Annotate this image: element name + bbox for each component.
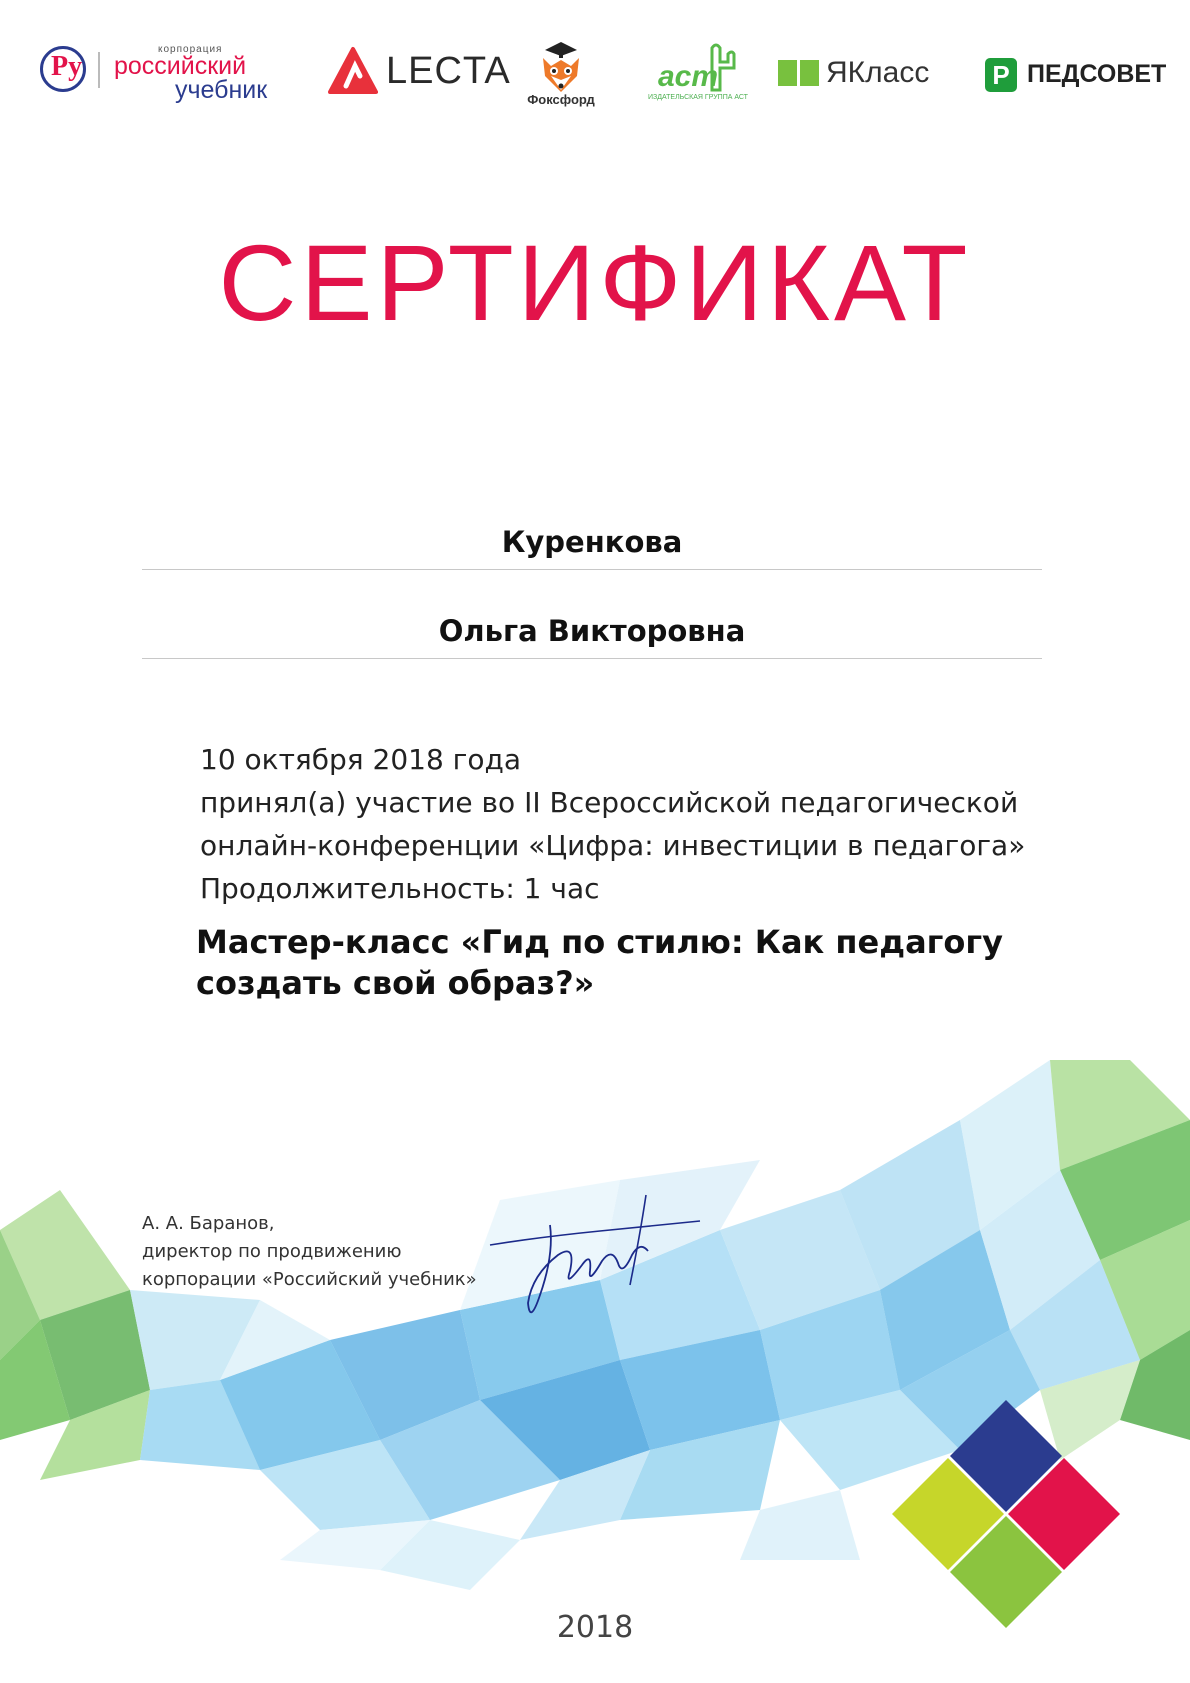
ast-cactus-icon (648, 40, 748, 94)
signatory-position: директор по продвижению (142, 1241, 402, 1262)
colored-diamonds (880, 1400, 1140, 1640)
recipient-surname: Куренкова (142, 525, 1042, 570)
ru-logo-caption: корпорация (158, 44, 223, 55)
certificate-title: СЕРТИФИКАТ (218, 222, 972, 343)
ru-logo-line2: учебник (175, 76, 268, 104)
pedsovet-wordmark: ПЕДСОВЕТ (1027, 60, 1167, 88)
event-date: 10 октября 2018 года (200, 743, 522, 776)
logo-russian-textbook (40, 44, 290, 104)
conference-line: онлайн-конференции «Цифра: инвестиции в педагога» (200, 829, 1026, 862)
participation-line: принял(а) участие во II Всероссийской педагогической (200, 786, 1019, 819)
signatory-name: А. А. Баранов, (142, 1213, 275, 1234)
ast-mark-text: аст (658, 60, 719, 93)
ru-logo-line1: российский (114, 52, 247, 80)
ru-logo-icon (40, 46, 86, 92)
book-icon (778, 60, 820, 86)
master-class-title (196, 922, 1096, 1004)
logo-divider (98, 52, 100, 88)
ru-logo-mark: Ру (51, 51, 83, 82)
year-text: 2018 (556, 1610, 634, 1645)
logo-lecta (328, 46, 511, 98)
pedsovet-mark-icon: P (985, 58, 1017, 92)
signatory-block (142, 1210, 477, 1294)
logo-ast (648, 40, 748, 110)
lecta-wordmark: LECTA (386, 50, 511, 92)
master-class-line1: Мастер-класс «Гид по стилю: Как педагогу (196, 923, 1003, 961)
lecta-triangle-icon (328, 46, 378, 96)
logo-foxford (515, 40, 607, 110)
ast-caption: ИЗДАТЕЛЬСКАЯ ГРУППА АСТ (648, 94, 748, 101)
master-class-line2: создать свой образ?» (196, 964, 595, 1002)
recipient-first-name: Ольга Викторовна (142, 614, 1042, 659)
fox-icon (515, 40, 607, 94)
duration-line: Продолжительность: 1 час (200, 872, 600, 905)
certificate-body (200, 738, 1100, 910)
signature-image (480, 1185, 710, 1335)
signatory-organization: корпорации «Российский учебник» (142, 1269, 477, 1290)
foxford-wordmark: Фоксфорд (527, 92, 595, 107)
logo-yaklass (778, 56, 943, 96)
yaklass-wordmark: ЯКласс (826, 56, 930, 89)
logo-pedsovet (985, 58, 1165, 94)
footer-year (0, 1610, 1190, 1645)
